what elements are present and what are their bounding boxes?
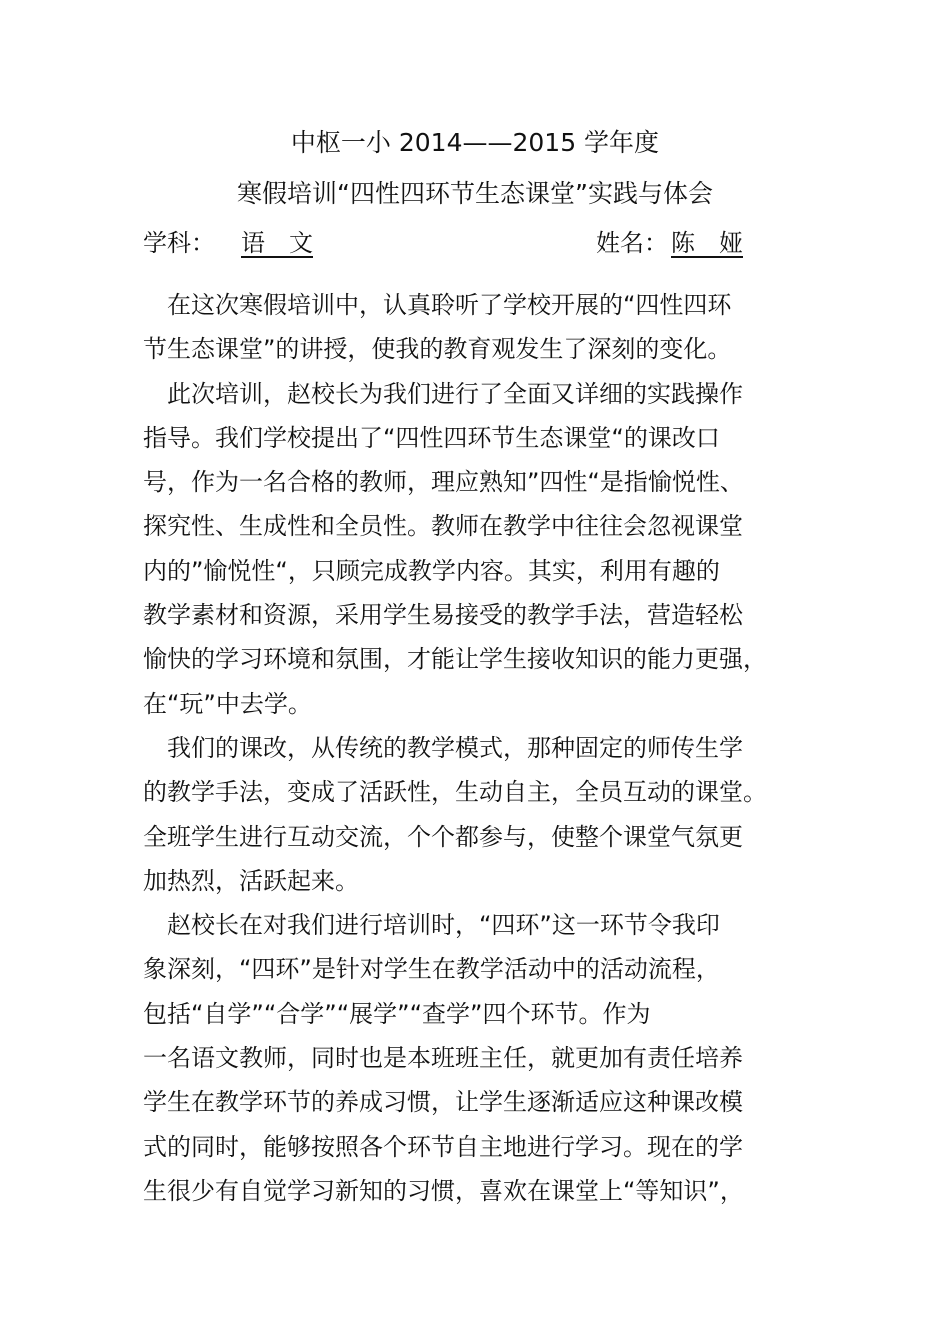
- subject-value: 语 文: [241, 229, 313, 257]
- document-title-line-2: 寒假培训“四性四环节生态课堂”实践与体会: [237, 179, 713, 208]
- author-info-row: [143, 227, 823, 259]
- text-line: 探究性、生成性和全员性。教师在教学中往往会忽视课堂: [143, 512, 743, 541]
- name-value: 陈 娅: [671, 229, 743, 257]
- text-line: 此次培训，赵校长为我们进行了全面又详细的实践操作: [143, 379, 743, 408]
- subject-label: 学科：: [143, 229, 215, 257]
- text-line: 式的同时，能够按照各个环节自主地进行学习。现在的学: [143, 1132, 743, 1161]
- text-line: 节生态课堂”的讲授，使我的教育观发生了深刻的变化。: [143, 335, 732, 364]
- text-line: 生很少有自觉学习新知的习惯，喜欢在课堂上“等知识”，: [143, 1176, 744, 1205]
- text-line: 全班学生进行互动交流，个个都参与，使整个课堂气氛更: [143, 822, 743, 851]
- text-line: 愉快的学习环境和氛围，才能让学生接收知识的能力更强，: [143, 645, 767, 674]
- text-line: 我们的课改，从传统的教学模式，那种固定的师传生学: [143, 733, 743, 762]
- text-line: 内的”愉悦性“，只顾完成教学内容。其实，利用有趣的: [143, 556, 720, 585]
- text-line: 加热烈，活跃起来。: [143, 866, 359, 895]
- body-text: [143, 283, 803, 1213]
- text-line: 象深刻，“四环”是针对学生在教学活动中的活动流程，: [143, 955, 720, 984]
- text-line: 包括“自学”“合学”“展学”“查学”四个环节。作为: [143, 999, 651, 1028]
- text-line: 赵校长在对我们进行培训时，“四环”这一环节令我印: [143, 911, 720, 940]
- text-line: 教学素材和资源，采用学生易接受的教学手法，营造轻松: [143, 601, 743, 630]
- name-label: 姓名：: [596, 229, 668, 257]
- document-title-line-1: 中枢一小 2014——2015 学年度: [290, 128, 660, 157]
- text-line: 指导。我们学校提出了“四性四环节生态课堂“的课改口: [143, 423, 720, 452]
- text-line: 号，作为一名合格的教师，理应熟知”四性“是指愉悦性、: [143, 468, 744, 497]
- text-line: 学生在教学环节的养成习惯，让学生逐渐适应这种课改模: [143, 1088, 743, 1117]
- text-line: 在“玩”中去学。: [143, 689, 312, 718]
- text-line: 的教学手法，变成了活跃性，生动自主，全员互动的课堂。: [143, 778, 767, 807]
- text-line: 在这次寒假培训中，认真聆听了学校开展的“四性四环: [143, 291, 732, 319]
- text-line: 一名语文教师，同时也是本班班主任，就更加有责任培养: [143, 1044, 743, 1073]
